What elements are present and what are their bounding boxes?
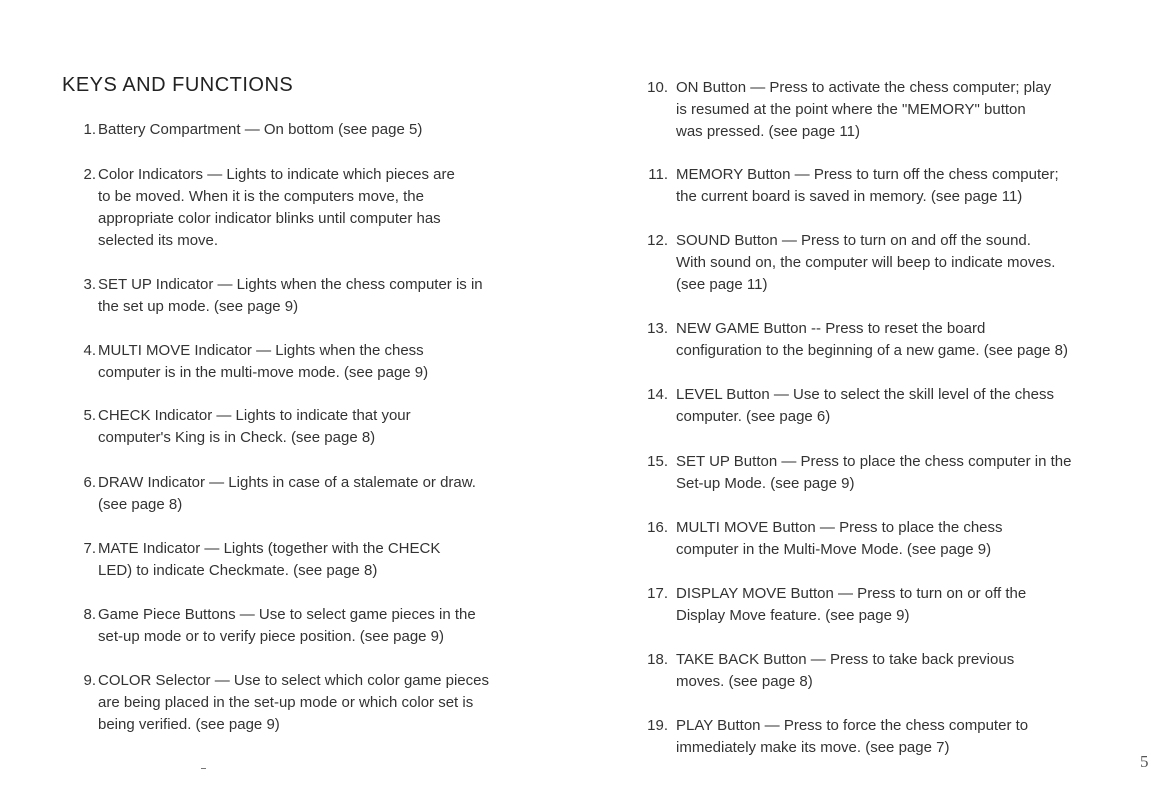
item-text-line: MEMORY Button — Press to turn off the chess computer; (676, 166, 1059, 183)
item-text-line: MULTI MOVE Indicator — Lights when the chess (98, 342, 424, 359)
item-description (98, 274, 570, 318)
item-text-line: COLOR Selector — Use to select which color game pieces (98, 672, 489, 689)
item-text-line: Set-up Mode. (see page 9) (676, 475, 855, 492)
item-text-line: ON Button — Press to activate the chess computer; play (676, 79, 1052, 96)
item-description (676, 649, 1155, 693)
item-text-line: Game Piece Buttons — Use to select game pieces in the (98, 606, 476, 623)
item-description (98, 340, 570, 384)
item-description (676, 715, 1155, 759)
page-title: KEYS AND FUNCTIONS (62, 74, 294, 96)
item-text-line: are being placed in the set-up mode or which color set is (98, 694, 474, 711)
item-text-line: CHECK Indicator — Lights to indicate that your (98, 407, 411, 424)
item-number: 2. (83, 166, 96, 183)
item-number: 1. (83, 121, 96, 138)
item-text-line: PLAY Button — Press to force the chess computer to (676, 717, 1029, 734)
item-text-line: moves. (see page 8) (676, 673, 813, 690)
item-description (676, 230, 1155, 296)
item-text-line: computer's King is in Check. (see page 8) (98, 429, 376, 446)
item-number: 3. (83, 276, 96, 293)
item-number: 9. (83, 672, 96, 689)
item-text-line: configuration to the beginning of a new game. (see page 8) (676, 342, 1068, 359)
item-text-line: DRAW Indicator — Lights in case of a stalemate or draw. (98, 474, 476, 491)
item-text-line: was pressed. (see page 11) (676, 123, 860, 140)
item-number: 4. (83, 342, 96, 359)
item-number: 15. (647, 453, 668, 470)
item-description (98, 604, 570, 648)
item-text-line: SOUND Button — Press to turn on and off the sound. (676, 232, 1031, 249)
item-text-line: set-up mode or to verify piece position. (see page 9) (98, 628, 445, 645)
item-text-line: appropriate color indicator blinks until computer has (98, 210, 441, 227)
item-description (98, 119, 570, 141)
item-text-line: computer. (see page 6) (676, 408, 831, 425)
item-description (98, 670, 570, 736)
item-text-line: (see page 11) (676, 276, 768, 293)
item-text-line: LEVEL Button — Use to select the skill level of the chess (676, 386, 1054, 403)
item-description (98, 405, 570, 449)
item-number: 10. (647, 79, 668, 96)
item-text-line: MULTI MOVE Button — Press to place the chess (676, 519, 1003, 536)
item-text-line: SET UP Button — Press to place the chess computer in the (676, 453, 1072, 470)
item-number: 16. (647, 519, 668, 536)
item-text-line: SET UP Indicator — Lights when the chess computer is in (98, 276, 483, 293)
item-text-line: Display Move feature. (see page 9) (676, 607, 910, 624)
item-text-line: TAKE BACK Button — Press to take back previous (676, 651, 1015, 668)
item-description (98, 538, 570, 582)
item-text-line: Color Indicators — Lights to indicate which pieces are (98, 166, 455, 183)
item-text-line: DISPLAY MOVE Button — Press to turn on or off the (676, 585, 1027, 602)
item-description (676, 583, 1155, 627)
item-number: 19. (647, 717, 668, 734)
item-text-line: the set up mode. (see page 9) (98, 298, 299, 315)
page-number: 5 (1140, 752, 1149, 771)
item-text-line: being verified. (see page 9) (98, 716, 280, 733)
item-text-line: the current board is saved in memory. (see page 11) (676, 188, 1023, 205)
item-text-line: selected its move. (98, 232, 219, 249)
item-number: 7. (83, 540, 96, 557)
item-text-line: MATE Indicator — Lights (together with the CHECK (98, 540, 441, 557)
item-text-line: With sound on, the computer will beep to indicate moves. (676, 254, 1056, 271)
print-speck (201, 768, 206, 769)
item-text-line: (see page 8) (98, 496, 183, 513)
item-text-line: NEW GAME Button -- Press to reset the board (676, 320, 986, 337)
item-text-line: Battery Compartment — On bottom (see page 5) (98, 121, 423, 138)
item-number: 8. (83, 606, 96, 623)
item-description (98, 472, 570, 516)
item-description (676, 451, 1155, 495)
item-number: 5. (83, 407, 96, 424)
item-number: 11. (648, 166, 668, 183)
item-number: 17. (647, 585, 668, 602)
item-description (98, 164, 570, 252)
item-text-line: LED) to indicate Checkmate. (see page 8) (98, 562, 378, 579)
item-number: 12. (647, 232, 668, 249)
item-text-line: immediately make its move. (see page 7) (676, 739, 950, 756)
item-description (676, 318, 1155, 362)
item-text-line: computer in the Multi-Move Mode. (see page 9) (676, 541, 992, 558)
item-description (676, 77, 1155, 143)
item-description (676, 384, 1155, 428)
item-description (676, 517, 1155, 561)
item-text-line: is resumed at the point where the "MEMORY" button (676, 101, 1026, 118)
item-text-line: to be moved. When it is the computers move, the (98, 188, 424, 205)
item-description (676, 164, 1155, 208)
item-text-line: computer is in the multi-move mode. (see page 9) (98, 364, 429, 381)
item-number: 18. (647, 651, 668, 668)
item-number: 13. (647, 320, 668, 337)
item-number: 6. (83, 474, 96, 491)
item-number: 14. (647, 386, 668, 403)
